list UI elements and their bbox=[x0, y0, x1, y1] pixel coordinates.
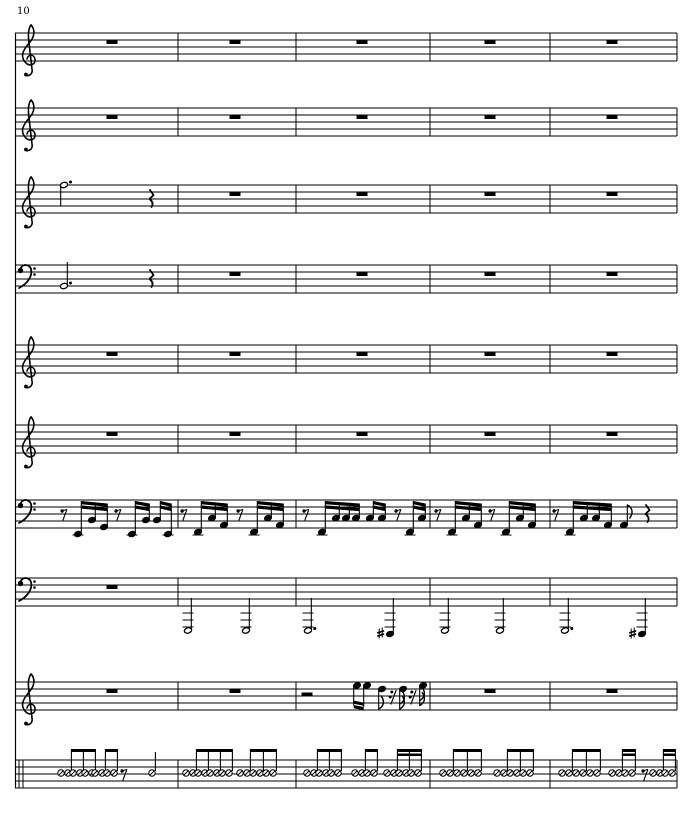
quarter-note bbox=[377, 598, 395, 639]
whole-rest bbox=[230, 353, 241, 357]
measure-number-label: 10 bbox=[17, 6, 30, 17]
whole-rest bbox=[357, 116, 368, 120]
eighth-note bbox=[620, 505, 632, 529]
percussion-beam-group bbox=[609, 749, 636, 776]
eighth-rest bbox=[60, 509, 67, 520]
staff-lines bbox=[15, 33, 677, 61]
whole-rest bbox=[485, 353, 496, 357]
sixteenth-rest bbox=[389, 690, 397, 705]
half-rest bbox=[302, 693, 313, 697]
sixteenth-note bbox=[419, 682, 428, 706]
staff-lines bbox=[15, 345, 677, 373]
beam-group bbox=[193, 501, 229, 536]
eighth-rest bbox=[434, 509, 441, 520]
whole-rest bbox=[230, 41, 241, 45]
eighth-rest bbox=[552, 509, 559, 520]
whole-rest bbox=[107, 41, 118, 45]
whole-rest bbox=[230, 690, 241, 694]
eighth-rest bbox=[394, 509, 401, 520]
whole-rest bbox=[107, 586, 118, 590]
whole-rest bbox=[230, 193, 241, 197]
whole-rest bbox=[107, 353, 118, 357]
half-note bbox=[183, 598, 194, 634]
staff-10 bbox=[15, 749, 677, 788]
dotted-half-note bbox=[60, 262, 72, 290]
eighth-rest bbox=[120, 769, 127, 780]
dotted-half-note bbox=[60, 181, 72, 207]
beam-group bbox=[73, 501, 109, 538]
whole-rest bbox=[607, 353, 618, 357]
beam-group bbox=[501, 501, 537, 536]
eighth-rest bbox=[114, 509, 121, 520]
bass-clef-icon bbox=[18, 265, 36, 288]
half-note bbox=[241, 598, 252, 634]
staff-9 bbox=[15, 674, 677, 725]
whole-rest bbox=[607, 193, 618, 197]
staff-7 bbox=[15, 500, 677, 538]
beam-group bbox=[565, 501, 613, 536]
eighth-rest bbox=[641, 769, 648, 780]
half-note bbox=[303, 598, 317, 634]
whole-rest bbox=[107, 116, 118, 120]
whole-rest bbox=[230, 116, 241, 120]
whole-rest bbox=[607, 690, 618, 694]
percussion-beam-group bbox=[650, 749, 676, 776]
staff-lines bbox=[15, 578, 677, 606]
whole-rest bbox=[607, 116, 618, 120]
eighth-rest bbox=[488, 509, 495, 520]
beam-group bbox=[249, 501, 285, 536]
whole-rest bbox=[357, 273, 368, 277]
whole-rest bbox=[230, 273, 241, 277]
percussion-quarter-note bbox=[149, 752, 156, 776]
whole-rest bbox=[607, 41, 618, 45]
percussion-beam-group bbox=[559, 749, 601, 776]
whole-rest bbox=[607, 273, 618, 277]
whole-rest bbox=[485, 433, 496, 437]
whole-rest bbox=[485, 193, 496, 197]
staff-lines bbox=[15, 682, 677, 710]
whole-rest bbox=[357, 193, 368, 197]
percussion-beam-group bbox=[183, 749, 233, 776]
whole-rest bbox=[357, 41, 368, 45]
percussion-beam-group bbox=[304, 749, 342, 776]
half-note bbox=[495, 598, 506, 634]
whole-rest bbox=[107, 690, 118, 694]
whole-rest bbox=[485, 116, 496, 120]
whole-rest bbox=[107, 433, 118, 437]
eighth-rest bbox=[236, 509, 242, 520]
percussion-beam-group bbox=[58, 749, 96, 776]
beam-group bbox=[447, 501, 483, 536]
whole-rest bbox=[485, 690, 496, 694]
eighth-rest bbox=[180, 509, 186, 520]
percussion-beam-group bbox=[384, 749, 422, 776]
staff-8 bbox=[15, 578, 677, 639]
sixteenth-note bbox=[399, 685, 408, 709]
staff-5 bbox=[15, 337, 677, 388]
beam-group bbox=[317, 501, 361, 536]
whole-rest bbox=[485, 273, 496, 277]
percussion-beam-group bbox=[494, 749, 534, 776]
whole-rest bbox=[357, 353, 368, 357]
beam-group bbox=[127, 501, 151, 538]
eighth-rest bbox=[302, 509, 309, 520]
beam-group bbox=[153, 501, 174, 538]
eighth-note bbox=[378, 685, 387, 709]
whole-rest bbox=[357, 433, 368, 437]
staff-lines bbox=[15, 108, 677, 136]
percussion-beam-group bbox=[440, 749, 482, 776]
percussion-beam-group bbox=[352, 749, 378, 776]
beam-group bbox=[405, 501, 427, 536]
staff-lines bbox=[15, 425, 677, 453]
whole-rest bbox=[485, 41, 496, 45]
staff-3 bbox=[15, 177, 677, 228]
percussion-beam-group bbox=[237, 749, 277, 776]
staff-lines bbox=[15, 265, 677, 293]
bass-clef-icon bbox=[18, 500, 36, 523]
staff-1 bbox=[15, 25, 677, 76]
staff-2 bbox=[15, 100, 677, 151]
quarter-note bbox=[629, 598, 647, 639]
whole-rest bbox=[230, 433, 241, 437]
half-note bbox=[440, 598, 451, 634]
staff-6 bbox=[15, 417, 677, 468]
staff-4 bbox=[15, 262, 677, 293]
bass-clef-icon bbox=[18, 578, 36, 601]
sixteenth-rest bbox=[409, 690, 417, 705]
whole-rest bbox=[607, 433, 618, 437]
staff-lines bbox=[15, 185, 677, 213]
beam-group bbox=[366, 501, 387, 522]
half-note bbox=[560, 598, 574, 634]
